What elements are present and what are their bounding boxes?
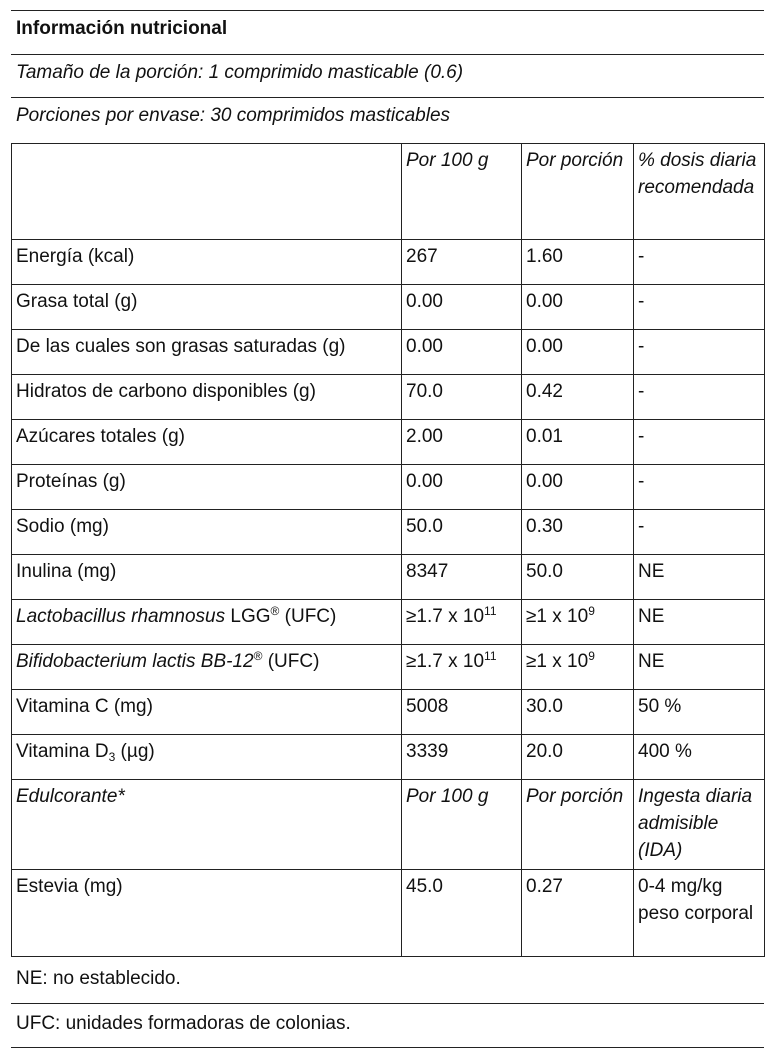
table-row: [12, 330, 765, 375]
row-per-100g: 5008: [402, 690, 522, 735]
row-daily-value: -: [634, 465, 765, 510]
row-label: Bifidobacterium lactis BB-12® (UFC): [12, 645, 402, 690]
row-per-100g: 267: [402, 240, 522, 285]
rule: [11, 1003, 764, 1004]
nutrient-rows: [12, 240, 765, 600]
panel-title: Información nutricional: [16, 18, 228, 39]
table-row: [12, 555, 765, 600]
table-row-vitamin-d3: [12, 735, 765, 780]
row-per-portion: 30.0: [522, 690, 634, 735]
row-label: Vitamina C (mg): [12, 690, 402, 735]
row-label: Hidratos de carbono disponibles (g): [12, 375, 402, 420]
row-label: Energía (kcal): [12, 240, 402, 285]
row-per-100g: 45.0: [402, 870, 522, 957]
row-daily-value: 50 %: [634, 690, 765, 735]
row-daily-value: -: [634, 375, 765, 420]
row-daily-value: 400 %: [634, 735, 765, 780]
row-label: Azúcares totales (g): [12, 420, 402, 465]
row-per-portion: 0.42: [522, 375, 634, 420]
row-per-100g: 0.00: [402, 330, 522, 375]
table-row: [12, 420, 765, 465]
row-per-portion: 0.30: [522, 510, 634, 555]
row-per-100g: 70.0: [402, 375, 522, 420]
row-per-100g: 50.0: [402, 510, 522, 555]
row-daily-value: -: [634, 240, 765, 285]
row-per-100g: 3339: [402, 735, 522, 780]
row-per-portion: ≥1 x $10^9$: [522, 600, 634, 645]
sweetener-label: Edulcorante*: [12, 780, 402, 870]
row-label: Lactobacillus rhamnosus LGG® (UFC): [12, 600, 402, 645]
row-per-portion: 0.00: [522, 330, 634, 375]
sweetener-ida-header: Ingesta diaria admisible (IDA): [634, 780, 765, 870]
row-label: Inulina (mg): [12, 555, 402, 600]
row-per-100g: 8347: [402, 555, 522, 600]
nutrition-table: [11, 143, 765, 957]
row-daily-value: -: [634, 420, 765, 465]
sweetener-header-row: [12, 780, 765, 870]
row-per-100g: ≥1.7 x $10^{11}$: [402, 645, 522, 690]
row-daily-value: NE: [634, 645, 765, 690]
row-daily-value: -: [634, 510, 765, 555]
footnote-ufc: UFC: unidades formadoras de colonias.: [16, 1013, 351, 1034]
row-daily-value: NE: [634, 555, 765, 600]
servings-per-container: Porciones por envase: 30 comprimidos masticables: [16, 105, 451, 126]
row-daily-value: -: [634, 330, 765, 375]
row-per-portion: 0.01: [522, 420, 634, 465]
rule: [11, 54, 764, 55]
table-row: [12, 285, 765, 330]
row-per-portion: ≥1 x $10^9$: [522, 645, 634, 690]
row-per-100g: 0.00: [402, 285, 522, 330]
row-per-portion: 0.27: [522, 870, 634, 957]
footnote-ne: NE: no establecido.: [16, 968, 181, 989]
header-per-portion: Por porción: [522, 144, 634, 240]
row-per-100g: 0.00: [402, 465, 522, 510]
sweetener-per-100g-header: Por 100 g: [402, 780, 522, 870]
bottom-rule: [11, 1047, 764, 1048]
row-per-100g: 2.00: [402, 420, 522, 465]
row-label: Grasa total (g): [12, 285, 402, 330]
table-header-row: [12, 144, 765, 240]
row-per-portion: 20.0: [522, 735, 634, 780]
top-rule: [11, 10, 764, 11]
row-label: Vitamina $D_3$ (µg): [12, 735, 402, 780]
header-daily-value: % dosis diaria recomendada: [634, 144, 765, 240]
table-row-stevia: [12, 870, 765, 957]
row-label: Estevia (mg): [12, 870, 402, 957]
sweetener-per-portion-header: Por porción: [522, 780, 634, 870]
row-per-portion: 0.00: [522, 285, 634, 330]
row-label: Sodio (mg): [12, 510, 402, 555]
row-daily-value: -: [634, 285, 765, 330]
header-cell-empty: [12, 144, 402, 240]
row-label: De las cuales son grasas saturadas (g): [12, 330, 402, 375]
table-row: [12, 510, 765, 555]
row-per-portion: 50.0: [522, 555, 634, 600]
rule: [11, 97, 764, 98]
serving-size: Tamaño de la porción: 1 comprimido masticable (0.6): [16, 62, 464, 83]
table-row-bifidobacterium: [12, 645, 765, 690]
row-daily-value: 0-4 mg/kg peso corporal: [634, 870, 765, 957]
header-per-100g: Por 100 g: [402, 144, 522, 240]
table-row-lactobacillus: [12, 600, 765, 645]
row-label: Proteínas (g): [12, 465, 402, 510]
row-daily-value: NE: [634, 600, 765, 645]
table-row: [12, 465, 765, 510]
table-row-vitamin-c: [12, 690, 765, 735]
row-per-100g: ≥1.7 x $10^{11}$: [402, 600, 522, 645]
row-per-portion: 0.00: [522, 465, 634, 510]
table-row: [12, 375, 765, 420]
table-row: [12, 240, 765, 285]
row-per-portion: 1.60: [522, 240, 634, 285]
